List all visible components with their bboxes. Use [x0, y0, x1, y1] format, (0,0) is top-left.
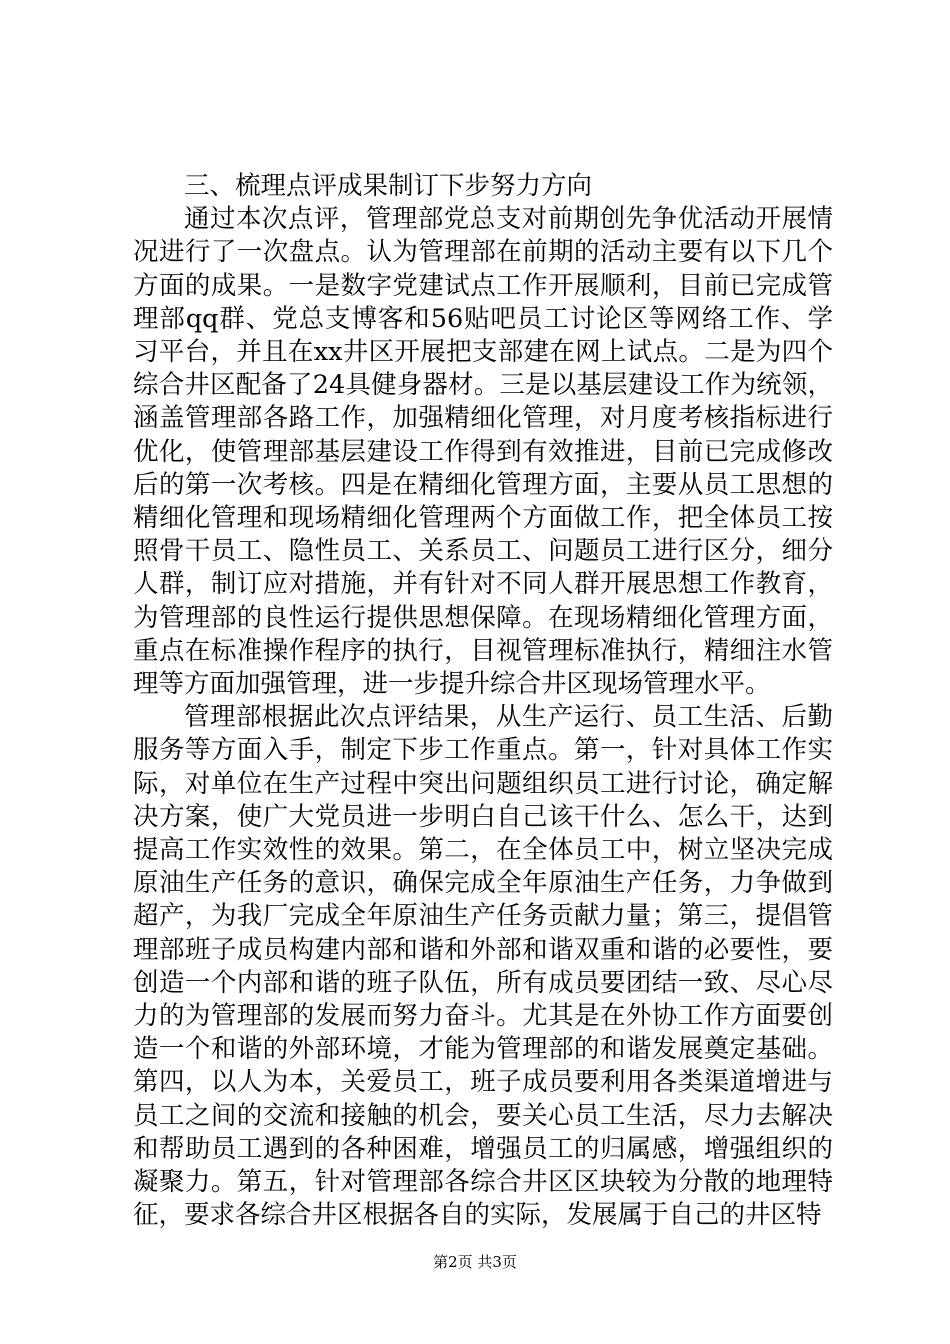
document-body: [133, 170, 833, 1233]
page-footer: 第2页 共3页: [433, 1253, 517, 1271]
section-heading: 三、梳理点评成果制订下步努力方向: [184, 171, 593, 201]
paragraph-achievements: 通过本次点评，管理部党总支对前期创先争优活动开展情况进行了一次盘点。认为管理部在前期的活动主要有以下几个方面的成果。一是数字党建试点工作开展顺利，目前已完成管理部qq群、党总支博客和56贴吧员工讨论区等网络工作、学习平台，并且在xx井区开展把支部建在网上试点。二是为四个综合井区配备了24具健身器材。三是以基层建设工作为统领，涵盖管理部各路工作，加强精细化管理，对月度考核指标进行优化，使管理部基层建设工作得到有效推进，目前已完成修改后的第一次考核。四是在精细化管理方面，主要从员工思想的精细化管理和现场精细化管理两个方面做工作，把全体员工按照骨干员工、隐性员工、关系员工、问题员工进行区分，细分人群，制订应对措施，并有针对不同人群开展思想工作教育，为管理部的良性运行提供思想保障。在现场精细化管理方面，重点在标准操作程序的执行，目视管理标准执行，精细注水管理等方面加强管理，进一步提升综合井区现场管理水平。: [133, 204, 833, 700]
paragraph-next-steps: 管理部根据此次点评结果，从生产运行、员工生活、后勤服务等方面入手，制定下步工作重点。第一，针对具体工作实际，对单位在生产过程中突出问题组织员工进行讨论，确定解决方案，使广大党员进一步明白自己该干什么、怎么干，达到提高工作实效性的效果。第二，在全体员工中，树立坚决完成原油生产任务的意识，确保完成全年原油生产任务，力争做到超产，为我厂完成全年原油生产任务贡献力量；第三，提倡管理部班子成员构建内部和谐和外部和谐双重和谐的必要性，要创造一个内部和谐的班子队伍，所有成员要团结一致、尽心尽力的为管理部的发展而努力奋斗。尤其是在外协工作方面要创造一个和谐的外部环境，才能为管理部的和谐发展奠定基础。第四，以人为本，关爱员工，班子成员要利用各类渠道增进与员工之间的交流和接触的机会，要关心员工生活，尽力去解决和帮助员工遇到的各种困难，增强员工的归属感，增强组织的凝聚力。第五，针对管理部各综合井区区块较为分散的地理特征，要求各综合井区根据各自的实际，发展属于自己的井区特: [133, 702, 833, 1231]
